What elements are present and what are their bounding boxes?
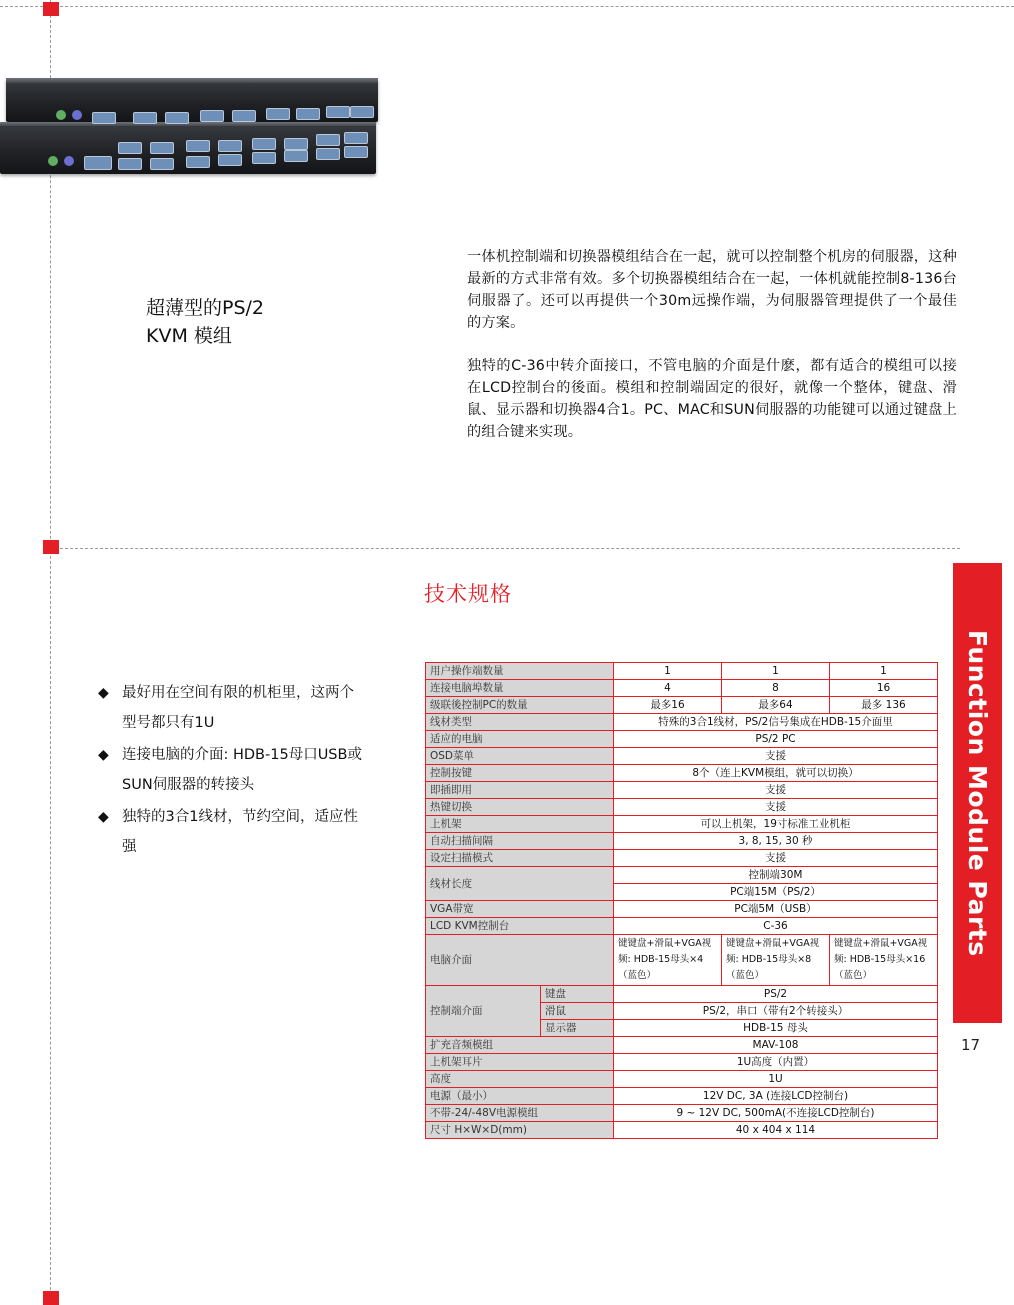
spec-value: PS/2，串口（带有2个转接头） <box>614 1003 938 1020</box>
spec-value: PC端15M（PS/2） <box>614 884 938 901</box>
spec-label: 连接电脑埠数量 <box>426 680 614 697</box>
spec-value: 最多 136 <box>830 697 938 714</box>
table-row <box>426 765 938 782</box>
spec-label: 控制按键 <box>426 765 614 782</box>
table-row <box>426 1071 938 1088</box>
table-row <box>426 816 938 833</box>
spec-value: 特殊的3合1线材，PS/2信号集成在HDB-15介面里 <box>614 714 938 731</box>
side-section-label: Function Module Parts <box>963 629 992 957</box>
spec-value: 3, 8, 15, 30 秒 <box>614 833 938 850</box>
spec-value: 支援 <box>614 799 938 816</box>
spec-value: 1 <box>830 663 938 680</box>
spec-sublabel: 键盘 <box>541 986 614 1003</box>
spec-table <box>425 662 938 1139</box>
spec-value: 1U高度（内置） <box>614 1054 938 1071</box>
spec-value: 12V DC, 3A (连接LCD控制台) <box>614 1088 938 1105</box>
spec-value: 键键盘+滑鼠+VGA视频: HDB-15母头×8（蓝色） <box>722 935 830 986</box>
spec-value: 最多16 <box>614 697 722 714</box>
table-row <box>426 782 938 799</box>
feature-bullet <box>98 802 368 862</box>
spec-value: 1U <box>614 1071 938 1088</box>
spec-label: 电源（最小） <box>426 1088 614 1105</box>
table-row <box>426 731 938 748</box>
spec-label: 高度 <box>426 1071 614 1088</box>
spec-label: 适应的电脑 <box>426 731 614 748</box>
spec-label: 控制端介面 <box>426 986 541 1037</box>
diamond-bullet-icon: ◆ <box>98 809 109 825</box>
kvm-device-image <box>0 74 384 176</box>
table-row <box>426 918 938 935</box>
table-row <box>426 663 938 680</box>
spec-value: 8 <box>722 680 830 697</box>
table-row <box>426 1054 938 1071</box>
spec-value: 支援 <box>614 748 938 765</box>
red-marker-bottom <box>43 1291 59 1305</box>
spec-value: 4 <box>614 680 722 697</box>
spec-label: 不带-24/-48V电源模组 <box>426 1105 614 1122</box>
spec-value: 支援 <box>614 850 938 867</box>
spec-value: 16 <box>830 680 938 697</box>
product-heading-line2: KVM 模组 <box>146 325 232 347</box>
table-row <box>426 1122 938 1139</box>
feature-bullet <box>98 740 368 800</box>
product-heading-line1: 超薄型的PS/2 <box>146 297 265 319</box>
spec-value: 键键盘+滑鼠+VGA视频: HDB-15母头×16（蓝色） <box>830 935 938 986</box>
spec-label: 用户操作端数量 <box>426 663 614 680</box>
table-row <box>426 901 938 918</box>
spec-value: PS/2 PC <box>614 731 938 748</box>
table-row <box>426 850 938 867</box>
spec-label: 设定扫描模式 <box>426 850 614 867</box>
feature-bullet-text: 连接电脑的介面: HDB-15母口USB或SUN伺服器的转接头 <box>122 747 362 793</box>
diamond-bullet-icon: ◆ <box>98 685 109 701</box>
spec-value: 可以上机架，19寸标准工业机柜 <box>614 816 938 833</box>
feature-bullet <box>98 678 368 738</box>
spec-value: 1 <box>614 663 722 680</box>
spec-value: 支援 <box>614 782 938 799</box>
table-row <box>426 748 938 765</box>
spec-label: 线材长度 <box>426 867 614 901</box>
spec-section-title: 技术规格 <box>424 582 512 606</box>
spec-label: 上机架耳片 <box>426 1054 614 1071</box>
table-row <box>426 833 938 850</box>
middle-dashed-rule <box>50 548 960 549</box>
table-row <box>426 935 938 986</box>
spec-value: PC端5M（USB） <box>614 901 938 918</box>
table-row <box>426 986 938 1003</box>
spec-value: HDB-15 母头 <box>614 1020 938 1037</box>
spec-value: 40 x 404 x 114 <box>614 1122 938 1139</box>
top-dashed-rule <box>0 6 1014 7</box>
spec-label: 扩充音频模组 <box>426 1037 614 1054</box>
table-row <box>426 714 938 731</box>
spec-label: OSD菜单 <box>426 748 614 765</box>
spec-value: 1 <box>722 663 830 680</box>
spec-label: 自动扫描间隔 <box>426 833 614 850</box>
page-number: 17 <box>961 1036 981 1054</box>
spec-value: 键键盘+滑鼠+VGA视频: HDB-15母头×4（蓝色） <box>614 935 722 986</box>
feature-bullet-text: 独特的3合1线材，节约空间，适应性强 <box>122 809 358 855</box>
spec-value: MAV-108 <box>614 1037 938 1054</box>
spec-label: 级联後控制PC的数量 <box>426 697 614 714</box>
table-row <box>426 680 938 697</box>
diamond-bullet-icon: ◆ <box>98 747 109 763</box>
spec-label: 尺寸 H×W×D(mm) <box>426 1122 614 1139</box>
table-row <box>426 867 938 884</box>
intro-paragraph-1: 一体机控制端和切换器模组结合在一起，就可以控制整个机房的伺服器，这种最新的方式非常有效。多个切换器模组结合在一起，一体机就能控制8-136台伺服器了。还可以再提供一个30m远操作端，为伺服器管理提供了一个最佳的方案。 <box>467 249 957 331</box>
intro-paragraph-2: 独特的C-36中转介面接口，不管电脑的介面是什麽，都有适合的模组可以接在LCD控制台的後面。模组和控制端固定的很好，就像一个整体，键盘、滑鼠、显示器和切换器4合1。PC、MAC和SUN伺服器的功能键可以通过键盘上的组合键来实现。 <box>467 358 957 440</box>
red-marker-top <box>43 2 59 16</box>
spec-label: 线材类型 <box>426 714 614 731</box>
spec-sublabel: 显示器 <box>541 1020 614 1037</box>
spec-value: 8个（连上KVM模组，就可以切换） <box>614 765 938 782</box>
table-row <box>426 1105 938 1122</box>
spec-label: LCD KVM控制台 <box>426 918 614 935</box>
feature-bullet-list <box>98 678 368 864</box>
spec-label: 上机架 <box>426 816 614 833</box>
spec-value: 最多64 <box>722 697 830 714</box>
spec-label: VGA带宽 <box>426 901 614 918</box>
table-row <box>426 799 938 816</box>
spec-label: 热键切换 <box>426 799 614 816</box>
spec-value: 9 ~ 12V DC, 500mA(不连接LCD控制台) <box>614 1105 938 1122</box>
spec-label: 即插即用 <box>426 782 614 799</box>
table-row <box>426 697 938 714</box>
left-dashed-guide <box>50 0 51 1300</box>
table-row <box>426 1088 938 1105</box>
product-heading <box>146 294 406 350</box>
spec-value: PS/2 <box>614 986 938 1003</box>
feature-bullet-text: 最好用在空间有限的机柜里，这两个型号都只有1U <box>122 685 354 731</box>
spec-label: 电脑介面 <box>426 935 614 986</box>
red-marker-middle <box>43 540 59 554</box>
spec-value: C-36 <box>614 918 938 935</box>
table-row <box>426 1037 938 1054</box>
spec-sublabel: 滑鼠 <box>541 1003 614 1020</box>
spec-value: 控制端30M <box>614 867 938 884</box>
